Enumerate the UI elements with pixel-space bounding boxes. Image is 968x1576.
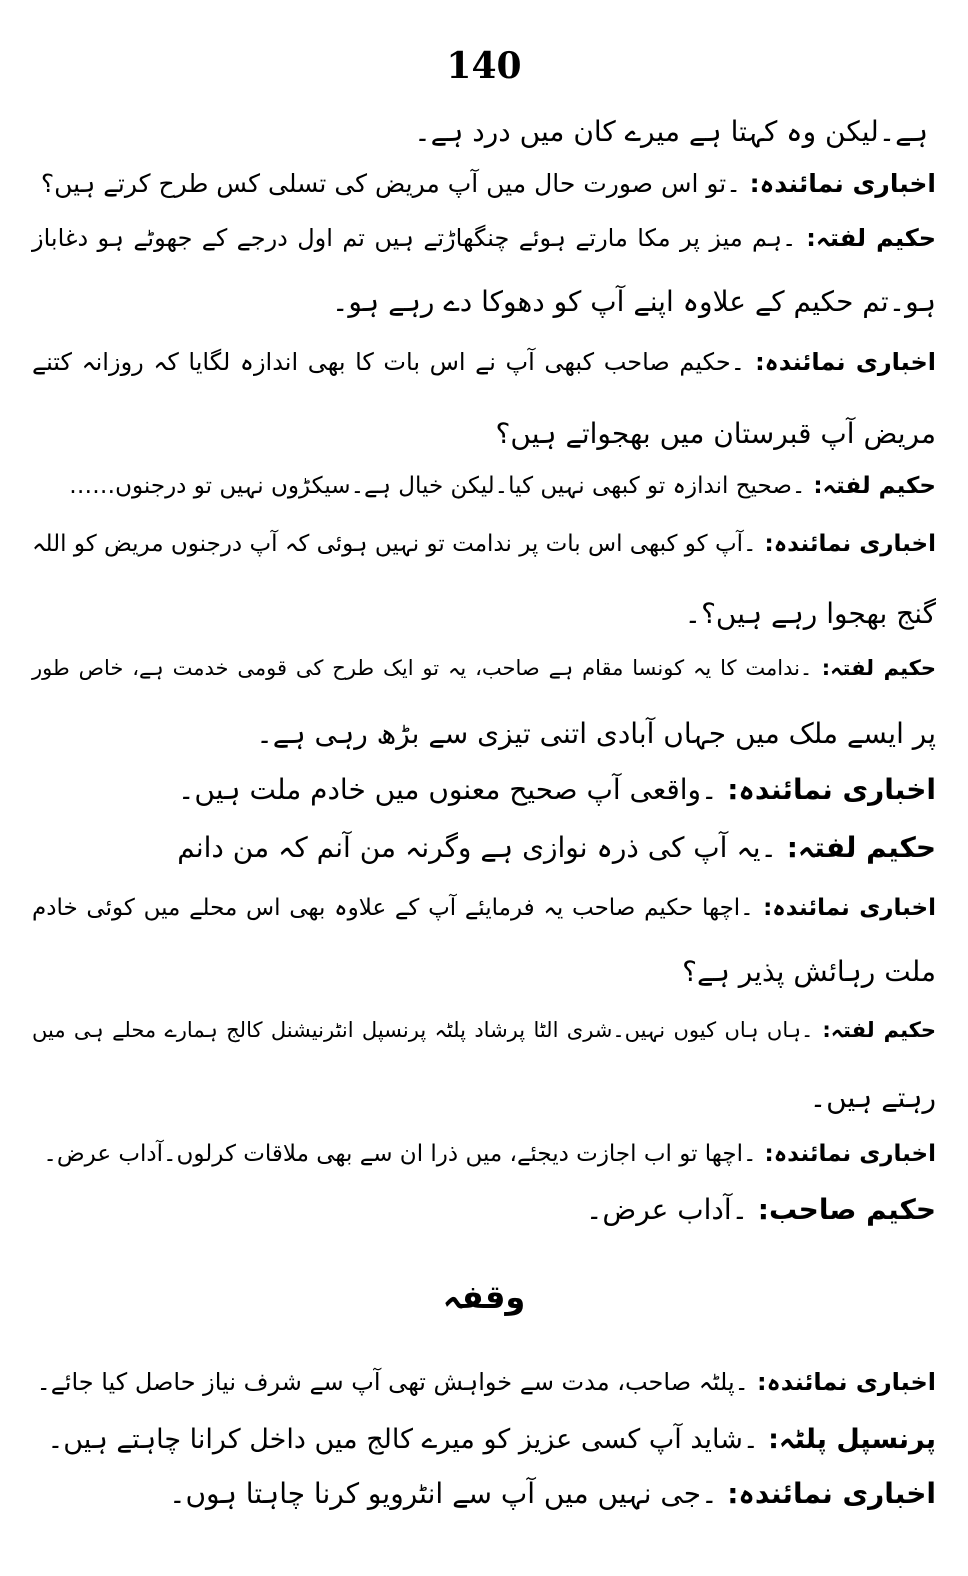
- text-line: [169, 1472, 936, 1520]
- line-text: ملت رہائش پذیر ہے؟: [682, 955, 936, 988]
- line-text: ۔اچھا حکیم صاحب یہ فرمایئے آپ کے علاوہ بھی اس محلے میں کوئی خادم: [32, 895, 754, 921]
- line-text: ہے۔لیکن وہ کہتا ہے میرے کان میں درد ہے۔: [414, 115, 928, 148]
- line-text: ۔شاید آپ کسی عزیز کو میرے کالج میں داخل کرانا چاہتے ہیں۔: [47, 1424, 759, 1455]
- page-number: 140: [446, 45, 522, 87]
- line-text: ۔تو اس صورت حال میں آپ مریض کی تسلی کس طرح کرتے ہیں؟: [40, 169, 741, 198]
- line-text: ۔ہم میز پر مکا مارتے ہوئے چنگھاڑتے ہیں تم اول درجے کے جھوٹے ہو دغاباز: [32, 224, 797, 252]
- line-text: مریض آپ قبرستان میں بھجواتے ہیں؟: [495, 417, 936, 450]
- speaker-label: اخباری نمائندہ:: [717, 773, 936, 806]
- text-line: [43, 1132, 936, 1180]
- speaker-label: حکیم لفتہ:: [813, 1018, 936, 1042]
- line-text: ۔اچھا تو اب اجازت دیجئے، میں ذرا ان سے بھی ملاقات کرلوں۔آداب عرض۔: [43, 1141, 757, 1167]
- speaker-label: اخباری نمائندہ:: [717, 1477, 936, 1510]
- text-line: [32, 522, 936, 570]
- line-text: رہتے ہیں۔: [809, 1081, 936, 1114]
- line-text: گنج بھجوا رہے ہیں؟۔: [684, 597, 936, 630]
- speaker-label: حکیم لفتہ:: [796, 224, 936, 252]
- line-text: ۔یہ آپ کی ذرہ نوازی ہے وگرنہ من آنم کہ من دانم: [177, 831, 777, 864]
- text-line: [37, 1360, 936, 1408]
- line-text: ۔صحیح اندازہ تو کبھی نہیں کیا۔لیکن خیال ہے۔سیکڑوں نہیں تو درجنوں……: [69, 473, 806, 499]
- text-line: [177, 826, 936, 874]
- speaker-label: حکیم صاحب:: [748, 1193, 936, 1226]
- text-line: [810, 1076, 936, 1124]
- text-line: [69, 464, 936, 512]
- speaker-label: اخباری نمائندہ:: [740, 169, 936, 198]
- speaker-label: اخباری نمائندہ:: [748, 1368, 936, 1396]
- text-line: [685, 592, 936, 640]
- text-line: [32, 886, 936, 934]
- line-text: ۔ہاں ہاں کیوں نہیں۔شری الٹا پرشاد پلٹہ پرنسپل انٹرنیشنل کالج ہمارے محلے ہی میں: [32, 1018, 814, 1042]
- line-text: ۔حکیم صاحب کبھی آپ نے اس بات کا بھی اندازہ لگایا کہ روزانہ کتنے: [32, 348, 745, 376]
- speaker-label: حکیم لفتہ:: [805, 473, 936, 499]
- text-line: [32, 340, 936, 388]
- text-line: [332, 280, 936, 328]
- text-line: [178, 768, 936, 816]
- text-line: [32, 1008, 936, 1056]
- line-text: ہو۔تم حکیم کے علاوہ اپنے آپ کو دھوکا دے رہے ہو۔: [331, 285, 936, 318]
- speaker-label: اخباری نمائندہ:: [744, 348, 936, 376]
- line-text: پر ایسے ملک میں جہاں آبادی اتنی تیزی سے بڑھ رہی ہے۔: [256, 717, 936, 750]
- line-text: ۔آداب عرض۔: [585, 1193, 749, 1226]
- line-text: ۔ندامت کا یہ کونسا مقام ہے صاحب، یہ تو ایک طرح کی قومی خدمت ہے، خاص طور: [32, 656, 813, 680]
- speaker-label: حکیم لفتہ:: [812, 656, 936, 680]
- speaker-label: پرنسپل پلٹہ:: [758, 1424, 936, 1455]
- speaker-label: اخباری نمائندہ:: [753, 895, 937, 921]
- section-heading: وقفہ: [442, 1278, 526, 1316]
- line-text: ۔جی نہیں میں آپ سے انٹرویو کرنا چاہتا ہوں۔: [169, 1477, 718, 1510]
- speaker-label: اخباری نمائندہ:: [756, 531, 937, 557]
- text-line: [41, 162, 936, 210]
- text-line: [414, 110, 928, 158]
- line-text: ۔آپ کو کبھی اس بات پر ندامت تو نہیں ہوئی کہ آپ درجنوں مریض کو اللہ: [32, 531, 757, 557]
- line-text: ۔واقعی آپ صحیح معنوں میں خادم ملت ہیں۔: [177, 773, 718, 806]
- text-line: [496, 412, 936, 460]
- speaker-label: اخباری نمائندہ:: [756, 1141, 936, 1167]
- line-text: ۔پلٹہ صاحب، مدت سے خواہش تھی آپ سے شرف نیاز حاصل کیا جائے۔: [36, 1368, 749, 1396]
- text-line: [32, 216, 936, 264]
- text-line: [586, 1188, 936, 1236]
- text-line: [47, 1418, 936, 1466]
- text-line: [682, 950, 936, 998]
- speaker-label: حکیم لفتہ:: [776, 831, 936, 864]
- text-line: [256, 712, 936, 760]
- text-line: [32, 646, 936, 694]
